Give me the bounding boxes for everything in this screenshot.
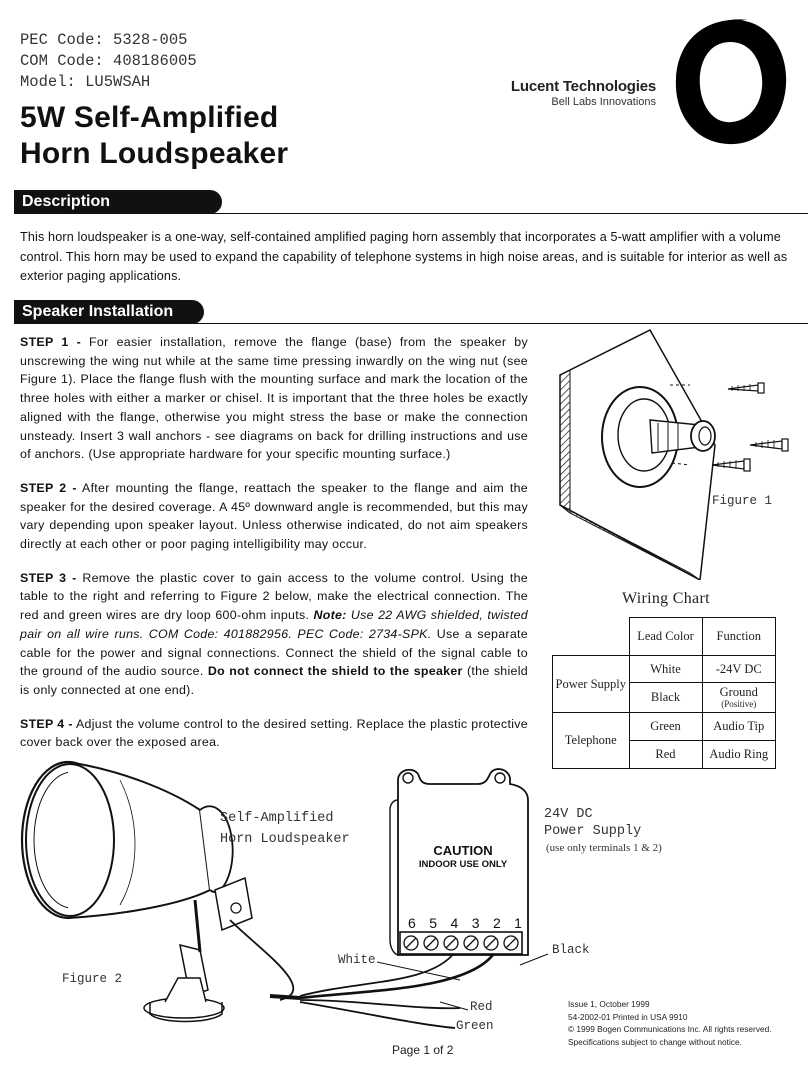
installation-heading: Speaker Installation [14, 300, 204, 324]
wire-label-red: Red [470, 1000, 493, 1014]
function-audio-ring: Audio Ring [702, 741, 776, 769]
brand-block [484, 78, 656, 108]
step-4: STEP 4 - Adjust the volume control to the desired setting. Replace the plastic protective cover back over the exposed area. [20, 716, 528, 750]
figure-1-label: Figure 1 [712, 494, 773, 508]
description-header [0, 190, 808, 214]
step-3: STEP 3 - Remove the plastic cover to gain access to the volume control. Using the table to the right and referring to Figure 2 below, make the electrical connection. The red and green wires are dry loop 600-ohm inputs. Note: Use 22 AWG shielded, twisted pair on all wire runs. COM Code: 401882956. PEC Code: 2734-SPK. Use a separate cable for the power and signal connections. Connect the shield of the signal cable to the ground of the audio source. Do not connect the shield to the speaker (the shield is only connected at one end). [20, 570, 528, 697]
title-line-2: Horn Loudspeaker [20, 137, 289, 170]
group-power-supply: Power Supply [553, 656, 630, 713]
lead-green: Green [629, 713, 702, 741]
speaker-label: Self-Amplified Horn Loudspeaker [220, 811, 350, 847]
description-text: This horn loudspeaker is a one-way, self-contained amplified paging horn assembly that incorporates a 5-watt amplifier with a volume control. This horn may be used to expand the capability of telephone systems in high noise areas, and is suitable for interior as well as exterior paging applications. [20, 230, 788, 283]
wiring-chart-title: Wiring Chart [622, 590, 710, 607]
step-2: STEP 2 - After mounting the flange, reattach the speaker to the flange and aim the speaker for the desired coverage. A 45º downward angle is recommended, but this may vary depending upon speaker layout. Unless otherwise indicated, do not aim speakers directly at each other or poor paging intelligibility may occur. [20, 480, 528, 552]
step-1: STEP 1 - For easier installation, remove the flange (base) from the speaker by unscrewing the wing nut while at the same time pressing inwardly on the wing nut (see Figure 1). Place the flange flush with the mounting surface and mark the location of the three holes with either a marker or chisel. It is important that the three holes be exactly aligned with the flange, otherwise you might stress the base or make the connection unsteady. Insert 3 wall anchors - see diagrams on back for drilling instructions and use of anchors. (Use appropriate hardware for your specific mounting surface.) [20, 335, 528, 462]
col-lead-color: Lead Color [629, 618, 702, 656]
lead-white: White [629, 656, 702, 683]
page-number: Page 1 of 2 [392, 1043, 454, 1057]
installation-steps [20, 333, 528, 767]
wire-label-white: White [338, 953, 376, 967]
lead-red: Red [629, 741, 702, 769]
model-number: Model: LU5WSAH [20, 73, 151, 91]
power-supply-note: (use only terminals 1 & 2) [546, 842, 662, 854]
figure-2-wiring-diagram [0, 740, 560, 1040]
figure-1-flange-diagram [540, 325, 800, 580]
function-neg24v: -24V DC [702, 656, 776, 683]
footer-info: Issue 1, October 1999 54-2002-01 Printed in USA 9910 © 1999 Bogen Communications Inc. All rights reserved. Specifications subject to change without notice. [568, 999, 772, 1047]
title-line-1: 5W Self-Amplified [20, 101, 279, 134]
power-supply-label: 24V DC Power Supply [544, 807, 642, 839]
function-ground-note: (Positive) [721, 698, 757, 709]
brand-name: Lucent Technologies [510, 78, 656, 95]
col-function: Function [702, 618, 776, 656]
terminal-numbers: 6 5 4 3 2 1 [408, 915, 522, 931]
brand-tagline: Bell Labs Innovations [551, 96, 656, 108]
product-codes [20, 30, 197, 93]
function-ground: Ground (Positive) [702, 683, 776, 713]
wire-label-green: Green [456, 1019, 494, 1033]
lucent-ring-logo [668, 12, 794, 152]
function-audio-tip: Audio Tip [702, 713, 776, 741]
com-code: COM Code: 408186005 [20, 52, 197, 70]
lead-black: Black [629, 683, 702, 713]
description-heading: Description [14, 190, 222, 214]
group-telephone: Telephone [553, 713, 630, 769]
figure-2-label: Figure 2 [62, 972, 123, 986]
page-title [20, 100, 288, 172]
installation-header [0, 300, 808, 324]
wire-label-black: Black [552, 943, 590, 957]
pec-code: PEC Code: 5328-005 [20, 31, 188, 49]
caution-label: CAUTION INDOOR USE ONLY [418, 843, 508, 870]
wiring-chart-table [552, 617, 776, 769]
